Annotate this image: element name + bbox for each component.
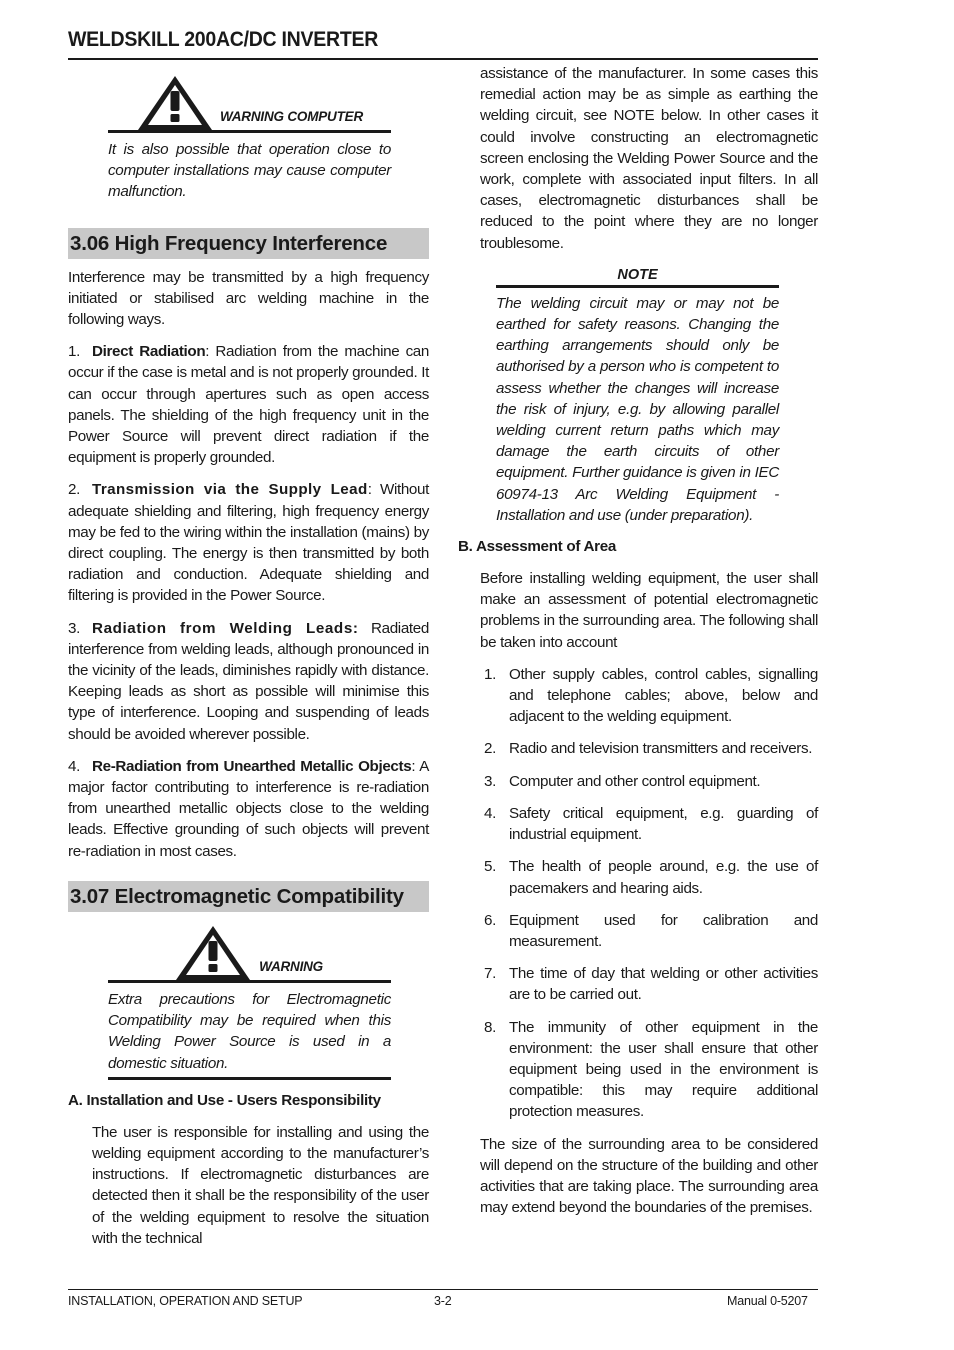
hf-item-4: [68, 756, 429, 862]
warning-computer-text: It is also possible that operation close to computer installations may cause computer malfunction.: [108, 141, 391, 201]
footer-manual-number: Manual 0-5207: [727, 1294, 808, 1308]
hf-item-3-text: Radiated interference from welding leads, although pronounced in the vicinity of the leads, diminishes rapidly with distance. Keeping leads as short as possible will minimise this type of interference. Looping and suspending of leads should be avoided wherever possible.: [68, 619, 429, 743]
list-item: 4. Safety critical equipment, e.g. guarding of industrial equipment.: [484, 804, 818, 844]
sub-b-intro: Before installing welding equipment, the user shall make an assessment of potential electromagnetic problems in the surrounding area. The following shall be taken into account: [480, 570, 818, 651]
list-item: 7. The time of day that welding or other activities are to be carried out.: [484, 965, 818, 1004]
footer-rule: [68, 1289, 818, 1290]
hf-item-4-text: : A major factor contributing to interference is re-radiation from unearthed metallic objects close to the welding leads. Effective grounding of such objects will prevent re-radiation in most cases.: [68, 757, 429, 860]
list-item: 3. Computer and other control equipment.: [484, 772, 761, 790]
sub-heading-a: A. Installation and Use - Users Responsibility: [68, 1091, 381, 1109]
hf-item-2-num: 2.: [68, 481, 80, 499]
note-box: [496, 265, 779, 526]
warning-computer-box: [108, 68, 391, 206]
hf-item-2: [68, 479, 429, 606]
list-item: 5. The health of people around, e.g. the use of pacemakers and hearing aids.: [484, 858, 818, 897]
sub-a-continued: assistance of the manufacturer. In some cases this remedial action may be as simple as earthing the welding circuit, see NOTE below. In other cases it could involve constructing an electromagnetic screen enclosing the Welding Power Source and the work, complete with associated input filters. In all cases, electromagnetic disturbances shall be reduced to the point where they are no longer troublesome.: [480, 65, 818, 252]
hf-item-2-title: Transmission via the Supply Lead: [92, 481, 368, 499]
warning-triangle-icon: [136, 74, 214, 132]
sub-heading-b: B. Assessment of Area: [458, 538, 617, 556]
section-306-heading: 3.06 High Frequency Interference: [68, 228, 429, 259]
right-column: [458, 60, 818, 1218]
assessment-list: [480, 664, 818, 1123]
hf-item-4-title: Re-Radiation from Unearthed Metallic Objects: [92, 757, 412, 775]
warning-emc-label: WARNING: [259, 958, 323, 974]
page-header-title: WELDSKILL 200AC/DC INVERTER: [68, 28, 379, 51]
hf-item-3: [68, 618, 429, 745]
warning-emc-box: [108, 918, 391, 1080]
sub-a-text: The user is responsible for installing and using the welding equipment according to the manufacturer’s instructions. If electromagnetic disturbances are detected then it shall be the responsibility of the user of the welding equipment to resolve the situation with the technical: [92, 1123, 429, 1247]
hf-item-3-title: Radiation from Welding Leads:: [92, 619, 359, 637]
warning-emc-header: [108, 918, 391, 980]
hf-item-2-text: : Without adequate shielding and filtering, high frequency energy may be fed to the wiring within the installation (mains) by direct coupling. The energy is then transmitted by both radiation and conduction. Adequate shielding and filtering is provided in the Power Source.: [68, 481, 429, 605]
footer-page-number: 3-2: [434, 1294, 452, 1308]
section-306-intro: Interference may be transmitted by a high frequency initiated or stabilised arc welding machine in the following ways.: [68, 268, 429, 329]
warning-emc-text: Extra precautions for Electromagnetic Compatibility may be required when this Welding Power Source is used in a domestic situation.: [108, 990, 391, 1072]
hf-item-1-title: Direct Radiation: [92, 343, 206, 361]
note-label: NOTE: [617, 266, 658, 283]
section-307-heading: 3.07 Electromagnetic Compatibility: [68, 881, 429, 912]
warning-computer-header: [108, 68, 391, 130]
list-item: 1. Other supply cables, control cables, signalling and telephone cables; above, below and adjacent to the welding equipment.: [484, 665, 818, 726]
list-item: 2. Radio and television transmitters and receivers.: [484, 740, 813, 758]
left-column: [68, 60, 429, 1249]
closing-paragraph: The size of the surrounding area to be considered will depend on the structure of the building and other activities that are taking place. The surrounding area may extend beyond the boundaries of the premises.: [480, 1135, 818, 1217]
hf-item-3-num: 3.: [68, 619, 80, 637]
hf-item-4-num: 4.: [68, 757, 80, 775]
warning-bottom-rule: [108, 1077, 391, 1080]
hf-item-1: [68, 341, 429, 468]
footer-left: INSTALLATION, OPERATION AND SETUP: [68, 1294, 303, 1308]
warning-computer-label: WARNING COMPUTER: [219, 109, 363, 124]
warning-triangle-icon: [174, 924, 252, 982]
hf-item-1-text: : Radiation from the machine can occur if the case is metal and is not properly grounded. It can occur through apertures such as open access panels. The shielding of the high frequency unit in the Power Source will prevent direct radiation if the equipment is properly grounded.: [68, 343, 430, 467]
list-item: 6. Equipment used for calibration and measurement.: [484, 911, 818, 950]
hf-item-1-num: 1.: [68, 343, 80, 361]
list-item: 8. The immunity of other equipment in the environment: the user shall ensure that other equipment being used in the environment is compatible: this may require additional protection measures.: [484, 1018, 818, 1121]
note-text: The welding circuit may or may not be earthed for safety reasons. Changing the earthing arrangements should only be authorised by a person who is competent to assess whether the changes will increase the risk of injury, e.g. by allowing parallel welding current return paths which may damage the earth circuits of other equipment. Further guidance is given in IEC 60974-13 Arc Welding Equipment - Installation and use (under preparation).: [496, 294, 779, 524]
